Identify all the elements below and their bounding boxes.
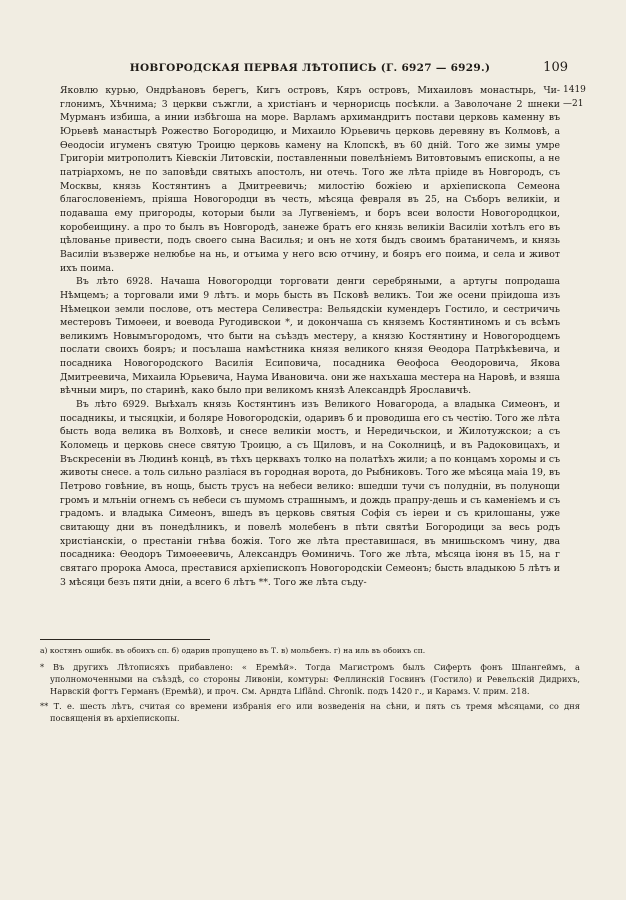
footnote-2: ** Т. е. шесть лѣтъ, считая со времени избранiя его или возведенiя на сѣни, и пять съ тремя мѣсяцами, со дня посвященiя въ архiепископы.	[40, 701, 580, 723]
margin-year-start: 1419	[563, 85, 586, 95]
footnote-divider	[40, 639, 210, 640]
paragraph-3: Въ лѣто 6929. Выѣхалъ князь Костянтинъ изъ Великого Новагорода, а владыка Симеонъ, и посадникы, и тысяцкiи, и боляре Новогородскiи, одаривъ б и проводиша его съ честiю. Того же лѣта бысть вода велика въ Волховѣ, и снесе великiи мостъ, и Нередичьскои, и Жилотужскои; а съ Коломець и церковь снесе святую Троицю, а съ Щиловъ, и на Соколницѣ, и въ Радоковицахъ, и Въскресенiи въ Людинѣ концѣ, въ тѣхъ церквахъ толко на полатѣхъ жили; а по концамъ хоромы и съ животы снесе. а толь сильно разлiася въ городная ворота, до Рыбниковъ. Того же мѣсяца маiа 19, въ Петрово говѣние, въ нощь, бысть трусъ на небеси велико: вшедши тучи съ полуднiи, въ полунощи громъ и млънiи огнемъ съ небеси съ шумомъ страшнымъ, и дождь прапру-дешь и съ каменiемъ и съ градомъ. и владыка Симеонъ, вшедъ въ церковь святыя Софiя съ iереи и съ крилошаны, уже свитающу дни въ понедѣлникъ, и повелѣ молебенъ в пѣти святѣи Богородици за весь родъ христiанскiи, о престанiи гнѣва божiя. Того же лѣта преставишася, въ мнишьскомъ чину, два посадника: Ѳеодоръ Тимоѳеевичь, Александръ Ѳоминичь. Того же лѣта, мѣсяца iюня въ 15, на г святаго пророка Амоса, преставися архiепископъ Новогородскiи Семеонъ; бысть владыкою 5 лѣтъ и 3 мѣсяци безъ пяти днiи, а всего 6 лѣтъ **. Того же лѣта съду-	[60, 399, 560, 588]
chronicle-text	[60, 84, 560, 589]
margin-year-range	[563, 84, 586, 111]
running-header: НОВГОРОДСКАЯ ПЕРВАЯ ЛѢТОПИСЬ (Г. 6927 — 6929.)	[129, 62, 491, 74]
footnote-1: * Въ другихъ Лѣтописяхъ прибавлено: « Еремѣй». Тогда Магистромъ былъ Сиферть фонъ Шпангеймъ, а уполномоченными на съѣздѣ, со стороны Ливонiи, комтуры: Феллинскiй Госвинъ (Гостило) и Ревельскiй Дидрихъ, Нарвскiй фогтъ Германъ (Еремѣй), и проч. См. Арндта Lifländ. Chronik. подъ 1420 г., и Карамз. V. прим. 218.	[40, 662, 580, 696]
page-number: 109	[543, 60, 568, 75]
paragraph-1: Яковлю курью, Ондрѣановъ берегъ, Кигъ островъ, Кяръ островъ, Михаиловъ монастырь, Чи-глонимъ, Хѣчнима; 3 церкви съжгли, а христiанъ и чернорисць посѣкли. а Заволочане 2 шнеки Мурманъ избиша, а инии избѣгоша на море. Варламъ архимандритъ постави церковь каменну въ Юрьевѣ манастырѣ Рожество Богородицю, и Михаило Юрьевичь церковь деревяну въ Колмовѣ, а Ѳеодосiи игуменъ святую Троицю церковь камену на Клопскѣ, въ 60 днiй. Того же зимы умре Григорiи митрополитъ Кiевскiи Литовскiи, поставленныи повелѣнiемъ Витовтовымъ епископы, а не патрiархомъ, не по заповѣди святыхъ апостолъ, ни отечь. Того же лѣта прiиде въ Новгородъ, съ Москвы, князь Костянтинъ а Дмитреевичь; милостiю божiею и архiепископа Семеона благословенiемъ, прiяша Новогородци въ честь, мѣсяца февраля въ 25, на Съборъ великiи, и подаваша ему пригороды, которыи были за Лугвенiемъ, и боръ всеи волости Новогородцкои, коробеищину. а про то былъ въ Новгородѣ, занеже братъ его князь великiи Василiи хотѣлъ его въ цѣлованье привести, подъ своего сына Василья; и онъ не хотя быдъ своимъ братаничемъ, и князь Василiи възверже нелюбье на нь, и отъима у него всю отчину, и бояръ его поима, и села и живот ихъ поима.	[60, 85, 560, 274]
text-variants: а) костянъ ошибк. въ обоихъ сп. б) одарив пропущено въ Т. в) мольбенъ. г) на иль въ обоихъ сп.	[40, 646, 426, 655]
footnotes	[40, 645, 580, 727]
margin-year-end: —21	[563, 98, 584, 109]
paragraph-2: Въ лѣто 6928. Начаша Новогородци торговати денги серебряными, а артугы попродаша Нѣмцемъ; а торговали ими 9 лѣтъ. и морь бысть въ Псковѣ великъ. Тои же осени прiидоша изъ Нѣмецкои земли послове, отъ местера Селивестра: Вельядскiи кумендеръ Гостило, и сестричичь местеровъ Тимоѳеи, и воевода Ругодивскои *, и докончаша съ княземъ Костянтиномъ и съ всѣмъ великимъ Новымъгородомъ, что быти на съѣздъ местеру, а князю Костянтину и Новогородцемъ послати своихъ бояръ; и посълаша намѣстника князя великого князя Ѳеодора Патрѣкѣевича, и посадника Новогородского Василiя Есиповича, посадника Ѳеофоса Ѳеодоровича, Якова Дмитреевича, Михаила Юрьевича, Наума Ивановича. они же нахъхаша местера на Наровѣ, и взяша вѣчныи миръ, по старинѣ, како было при великомъ князѣ Александрѣ Ярославичѣ.	[60, 276, 560, 397]
